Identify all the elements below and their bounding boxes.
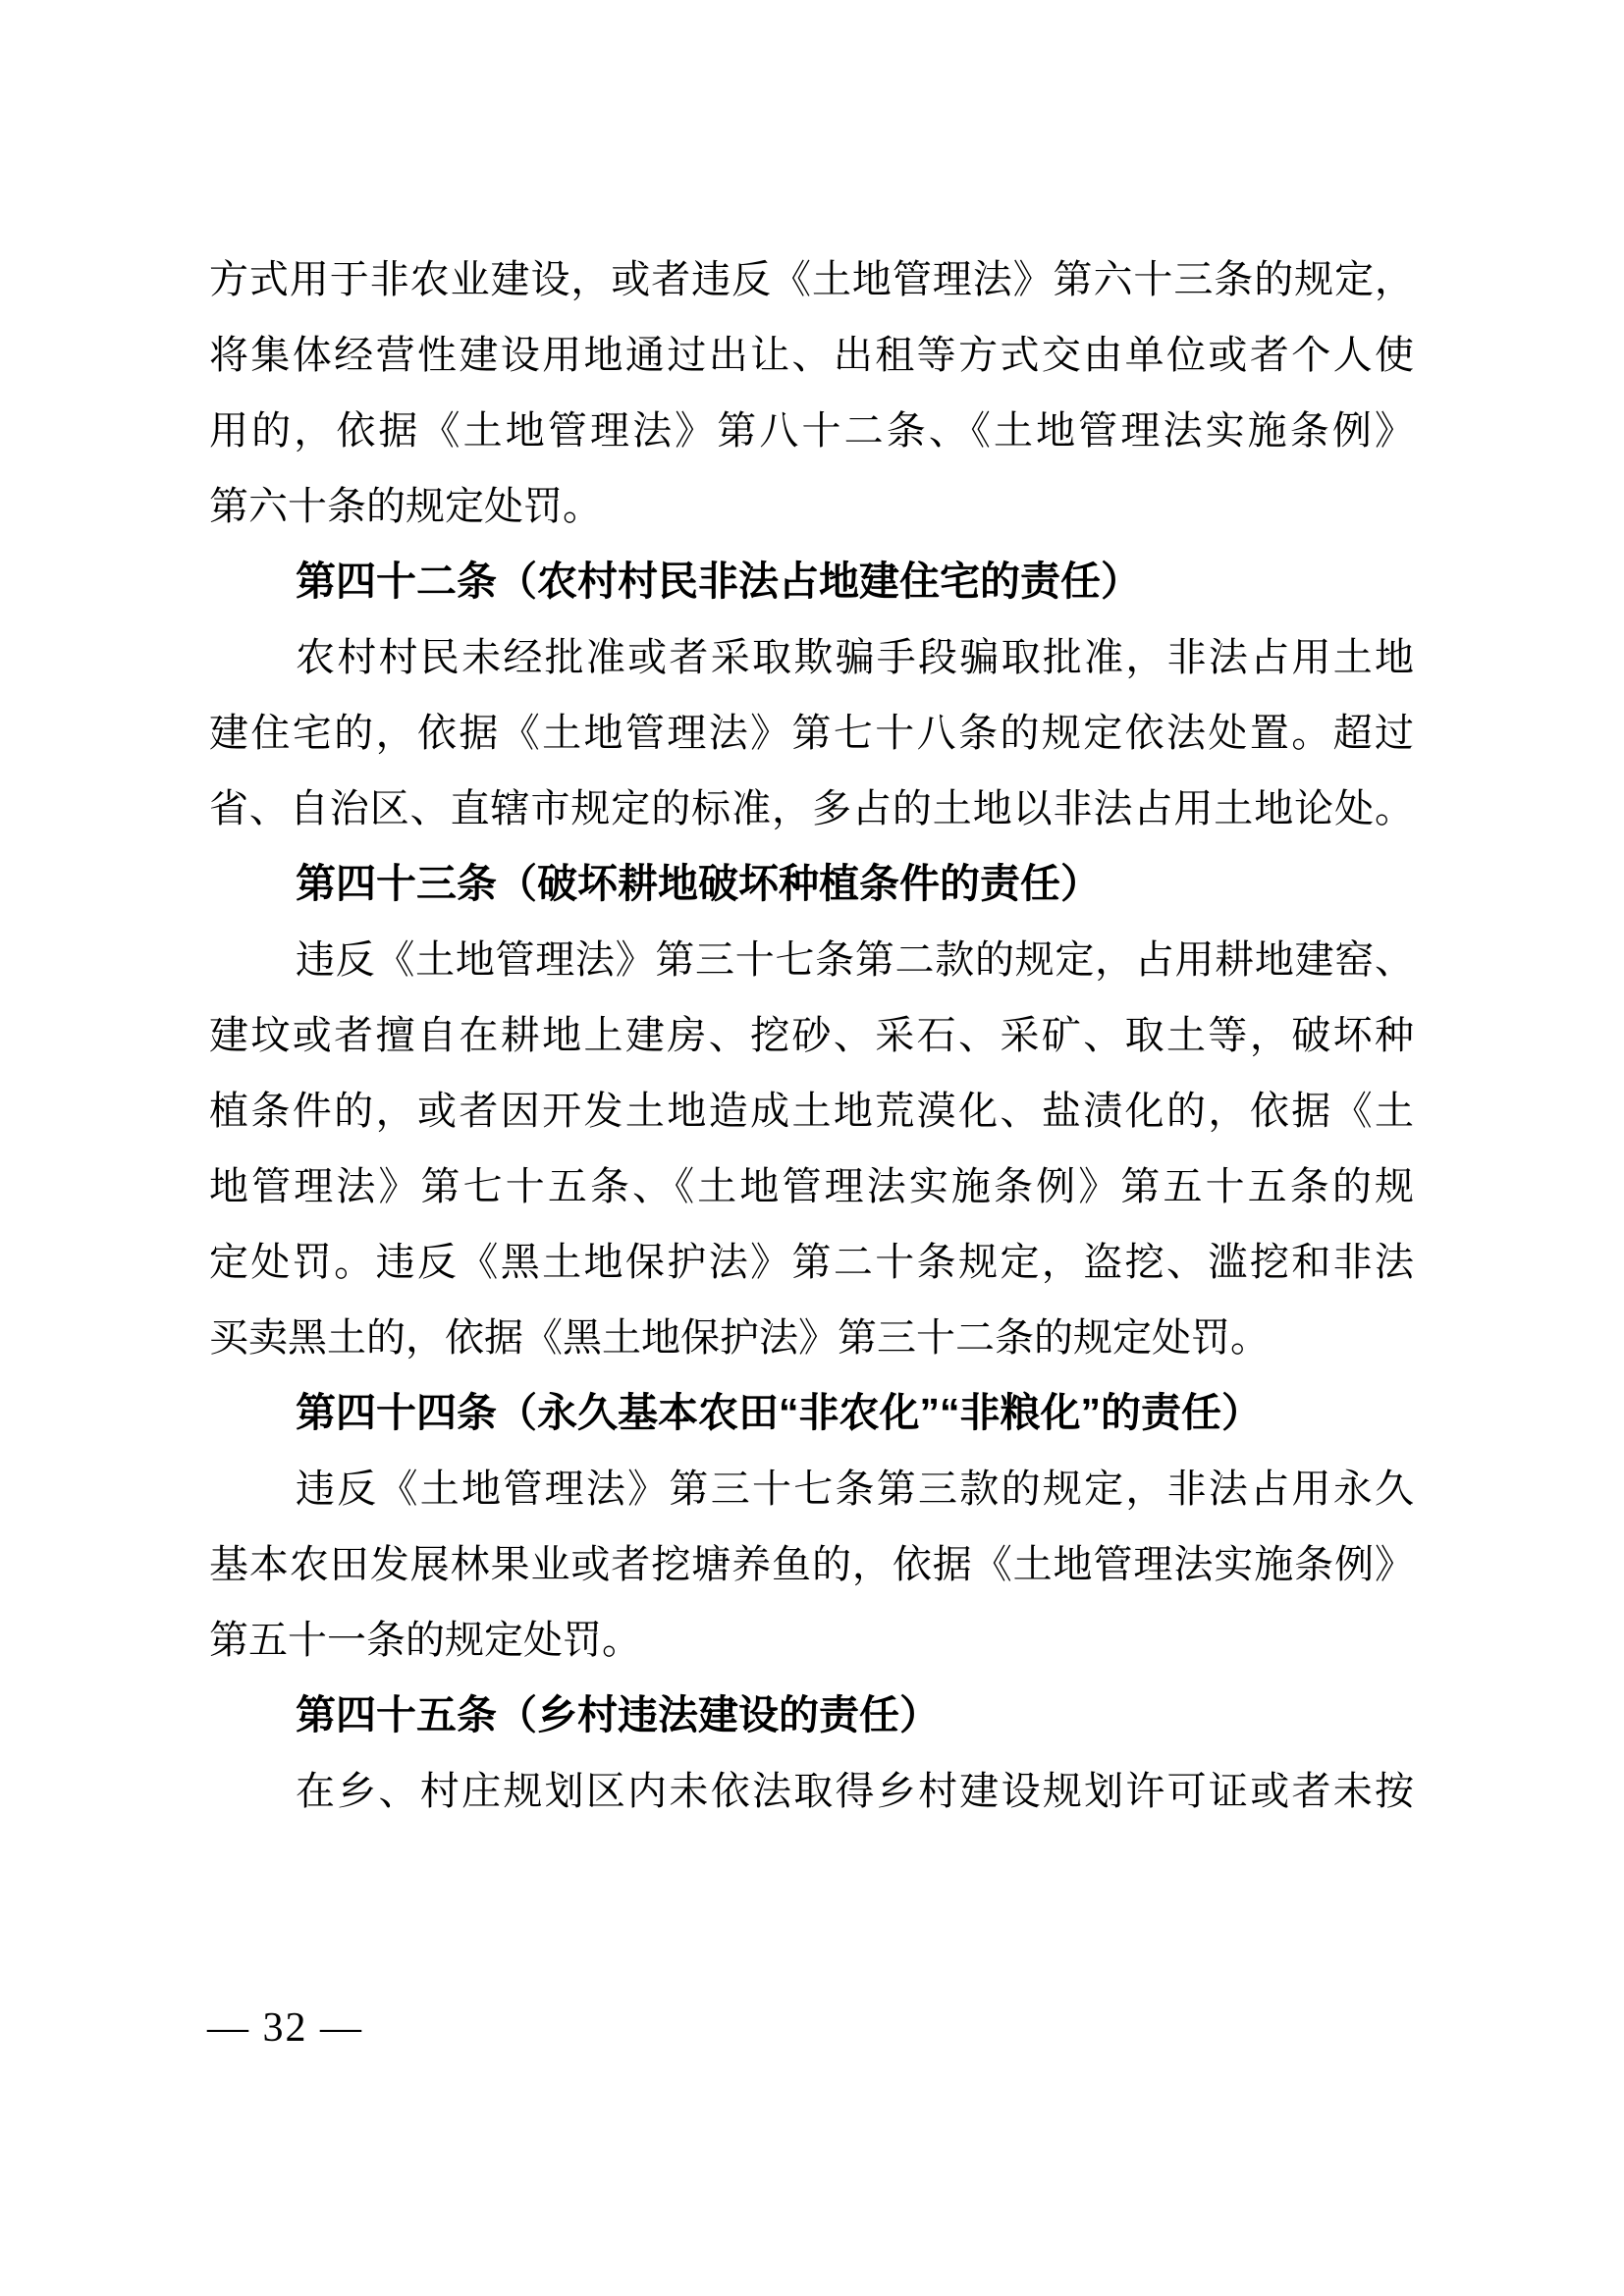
paragraph-line: 植条件的，或者因开发土地造成土地荒漠化、盐渍化的，依据《土	[209, 1089, 1414, 1133]
paragraph-line: 地管理法》第七十五条、《土地管理法实施条例》第五十五条的规	[209, 1164, 1414, 1208]
paragraph-line: 省、自治区、直辖市规定的标准，多占的土地以非法占用土地论处。	[209, 786, 1414, 830]
article-42-heading: 第四十二条（农村村民非法占地建住宅的责任）	[296, 559, 1141, 604]
article-44-heading: 第四十四条（永久基本农田“非农化”“非粮化”的责任）	[296, 1390, 1262, 1435]
paragraph-line: 定处罚。违反《黑土地保护法》第二十条规定，盗挖、滥挖和非法	[209, 1240, 1414, 1284]
paragraph-line: 用的，依据《土地管理法》第八十二条、《土地管理法实施条例》	[209, 408, 1414, 453]
paragraph-line: 买卖黑土的，依据《黑土地保护法》第三十二条的规定处罚。	[209, 1315, 1270, 1360]
paragraph-line: 第六十条的规定处罚。	[209, 484, 602, 528]
page-number: — 32 —	[207, 2005, 363, 2051]
paragraph-line: 第五十一条的规定处罚。	[209, 1618, 641, 1662]
article-43-heading: 第四十三条（破坏耕地破坏种植条件的责任）	[296, 861, 1101, 906]
paragraph-line: 方式用于非农业建设，或者违反《土地管理法》第六十三条的规定，	[209, 257, 1414, 301]
paragraph-line: 基本农田发展林果业或者挖塘养鱼的，依据《土地管理法实施条例》	[209, 1542, 1414, 1586]
paragraph-line: 将集体经营性建设用地通过出让、出租等方式交由单位或者个人使	[209, 333, 1414, 377]
paragraph-line: 违反《土地管理法》第三十七条第三款的规定，非法占用永久	[296, 1467, 1414, 1511]
document-body	[209, 241, 1414, 1829]
paragraph-line: 违反《土地管理法》第三十七条第二款的规定，占用耕地建窑、	[296, 937, 1414, 982]
article-45-heading: 第四十五条（乡村违法建设的责任）	[296, 1692, 940, 1737]
paragraph-line: 建坟或者擅自在耕地上建房、挖砂、采石、采矿、取土等，破坏种	[209, 1013, 1414, 1057]
paragraph-line: 建住宅的，依据《土地管理法》第七十八条的规定依法处置。超过	[209, 711, 1414, 755]
paragraph-line: 农村村民未经批准或者采取欺骗手段骗取批准，非法占用土地	[296, 635, 1414, 679]
paragraph-line: 在乡、村庄规划区内未依法取得乡村建设规划许可证或者未按	[296, 1769, 1414, 1813]
